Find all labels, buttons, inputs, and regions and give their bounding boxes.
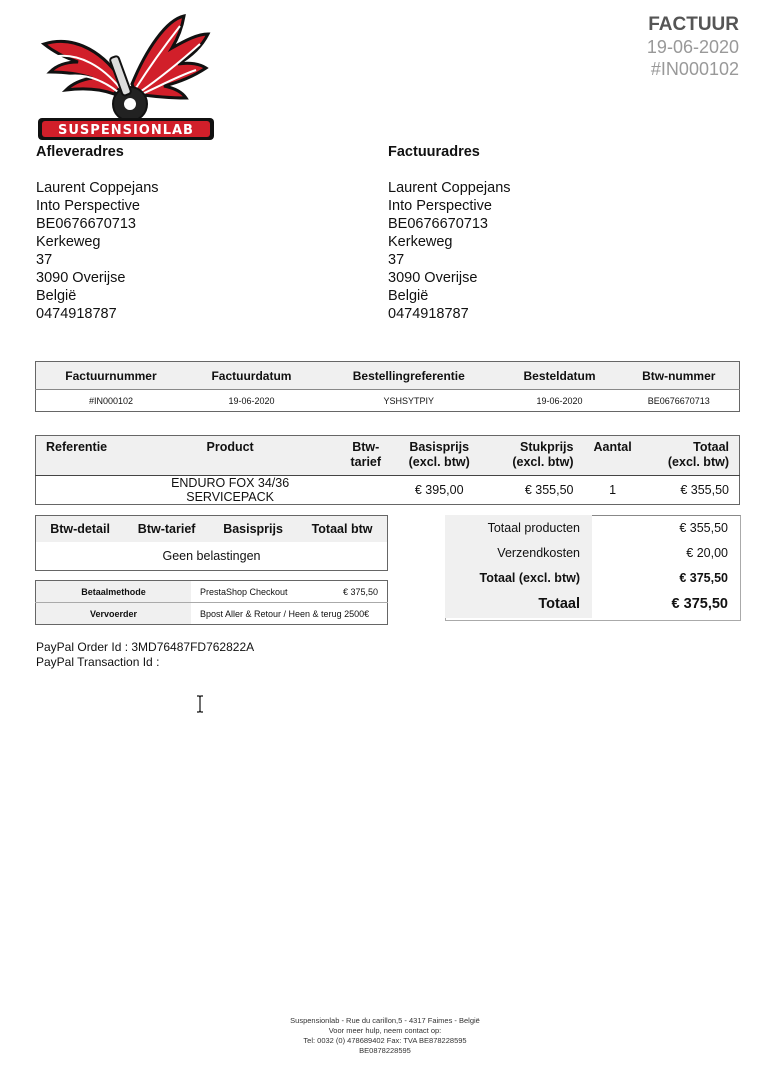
product-base-price: € 395,00 <box>397 476 482 505</box>
table-cell: #IN000102 <box>36 390 186 412</box>
invoice-address-line: 3090 Overijse <box>388 270 478 286</box>
delivery-address-line: België <box>36 288 77 304</box>
invoice-address-line: BE0676670713 <box>388 216 488 232</box>
footer-line: Voor meer hulp, neem contact op: <box>328 1026 442 1035</box>
column-header: Totaal btw <box>297 516 387 543</box>
invoice-address-line: Into Perspective <box>388 198 492 214</box>
delivery-address-line: 37 <box>36 252 53 268</box>
invoice-address-line: 37 <box>388 252 405 268</box>
carrier-value: Bpost Aller & Retour / Heen & terug 2500€ <box>191 603 388 625</box>
header-line: (excl. btw) <box>408 455 470 469</box>
grand-total-value: € 375,50 <box>671 596 728 612</box>
table-cell: BE0676670713 <box>619 390 740 412</box>
table-header-row <box>36 436 740 476</box>
footer-line: Suspensionlab - Rue du carillon,5 - 4317 Faimes - België <box>290 1016 480 1025</box>
payment-method-amount: € 375,50 <box>342 586 378 597</box>
column-header-product: Product <box>125 436 334 476</box>
product-unit-price: € 355,50 <box>482 476 584 505</box>
column-header-base-price <box>397 436 482 476</box>
payment-table <box>35 580 388 625</box>
invoice-address-title: Factuuradres <box>388 144 480 160</box>
product-vat-rate <box>335 476 397 505</box>
header-line: Btw- <box>352 440 380 454</box>
payment-method-value: PrestaShop Checkout <box>200 586 288 597</box>
table-row <box>445 540 740 565</box>
table-header-row <box>36 362 740 390</box>
invoice-title: FACTUUR <box>648 14 739 35</box>
delivery-address-line: BE0676670713 <box>36 216 136 232</box>
footer-line: BE0878228595 <box>359 1046 411 1055</box>
grand-total-label: Totaal <box>445 590 592 618</box>
table-header-row <box>36 516 388 543</box>
invoice-address-line: 0474918787 <box>388 306 469 322</box>
column-header-unit-price <box>482 436 584 476</box>
table-cell: 19-06-2020 <box>501 390 619 412</box>
delivery-address-line: Into Perspective <box>36 198 140 214</box>
total-products-value: € 355,50 <box>679 520 728 535</box>
product-table <box>35 435 740 505</box>
header-line: (excl. btw) <box>512 455 574 469</box>
table-row <box>36 581 388 603</box>
delivery-address-title: Afleveradres <box>36 144 124 160</box>
table-row <box>36 542 388 571</box>
invoice-info-table <box>35 361 740 412</box>
table-cell: 19-06-2020 <box>186 390 317 412</box>
totals-table <box>445 515 740 618</box>
header-line: tarief <box>350 455 382 469</box>
delivery-address-line: Kerkeweg <box>36 234 101 250</box>
column-header: Factuurdatum <box>186 362 317 390</box>
product-quantity: 1 <box>583 476 641 505</box>
product-reference <box>36 476 126 505</box>
column-header-reference: Referentie <box>36 436 126 476</box>
delivery-address-line: 3090 Overijse <box>36 270 126 286</box>
invoice-header <box>647 14 739 80</box>
invoice-address <box>388 143 511 323</box>
table-row <box>36 603 388 625</box>
tax-table <box>35 515 388 571</box>
paypal-order-id: PayPal Order Id : 3MD76487FD762822A <box>36 640 255 654</box>
column-header-vat-rate <box>335 436 397 476</box>
invoice-address-line: België <box>388 288 429 304</box>
header-line: Basisprijs <box>409 440 470 454</box>
page-footer <box>0 1016 770 1056</box>
text-cursor-icon <box>195 695 205 713</box>
table-cell: YSHSYTPIY <box>317 390 501 412</box>
table-row <box>36 390 740 412</box>
carrier-label: Vervoerder <box>36 603 192 625</box>
no-taxes-text: Geen belastingen <box>162 549 261 563</box>
column-header: Btw-nummer <box>619 362 740 390</box>
invoice-number: #IN000102 <box>650 59 739 79</box>
table-row <box>445 565 740 590</box>
table-row <box>445 515 740 540</box>
header-line: Stukprijs <box>519 440 574 454</box>
total-excl-value: € 375,50 <box>679 570 728 585</box>
column-header-quantity: Aantal <box>583 436 641 476</box>
header-line: Totaal <box>693 440 729 454</box>
column-header: Bestellingreferentie <box>317 362 501 390</box>
invoice-address-line: Laurent Coppejans <box>388 180 511 196</box>
total-excl-label: Totaal (excl. btw) <box>445 565 592 590</box>
shipping-value: € 20,00 <box>686 545 728 560</box>
svg-text:SUSPENSIONLAB: SUSPENSIONLAB <box>58 123 194 138</box>
company-logo <box>36 14 216 142</box>
column-header: Basisprijs <box>209 516 297 543</box>
delivery-address <box>36 143 159 323</box>
invoice-address-line: Kerkeweg <box>388 234 453 250</box>
delivery-address-line: 0474918787 <box>36 306 117 322</box>
column-header: Besteldatum <box>501 362 619 390</box>
shipping-label: Verzendkosten <box>445 540 592 565</box>
paypal-info <box>36 640 254 670</box>
winged-logo-icon <box>36 14 216 142</box>
paypal-transaction-id: PayPal Transaction Id : <box>36 655 160 669</box>
product-total: € 355,50 <box>642 476 740 505</box>
column-header-total <box>642 436 740 476</box>
footer-line: Tel: 0032 (0) 478689402 Fax: TVA BE878228595 <box>303 1036 467 1045</box>
delivery-address-line: Laurent Coppejans <box>36 180 159 196</box>
column-header: Btw-detail <box>36 516 125 543</box>
payment-method-label: Betaalmethode <box>36 581 192 603</box>
table-row <box>445 590 740 618</box>
product-name: ENDURO FOX 34/36 SERVICEPACK <box>125 476 334 505</box>
invoice-date: 19-06-2020 <box>646 37 739 57</box>
total-products-label: Totaal producten <box>445 515 592 540</box>
table-row <box>36 476 740 505</box>
column-header: Btw-tarief <box>124 516 209 543</box>
column-header: Factuurnummer <box>36 362 186 390</box>
header-line: (excl. btw) <box>667 455 729 469</box>
